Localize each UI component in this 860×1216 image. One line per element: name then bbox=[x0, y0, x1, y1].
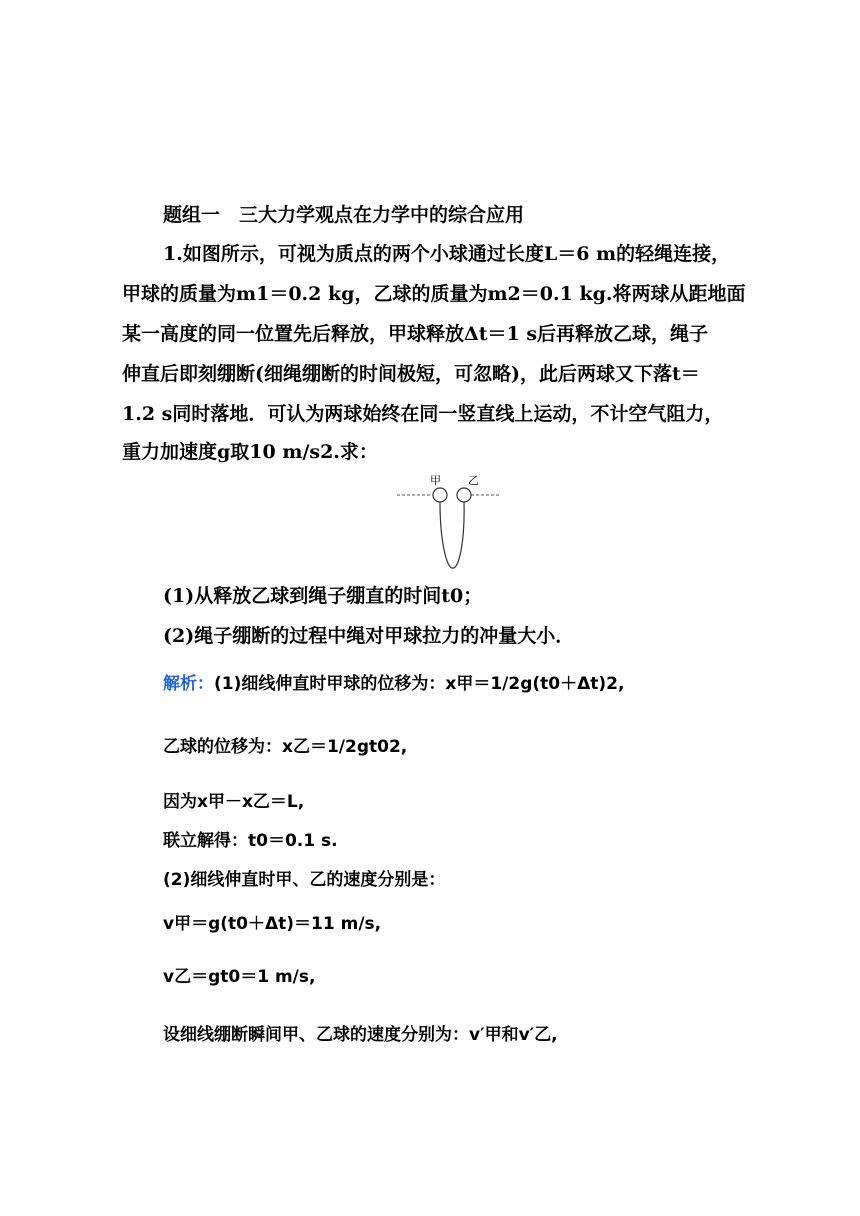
problem-line-5: 1.2 s同时落地．可认为两球始终在同一竖直线上运动，不计空气阻力， bbox=[122, 403, 724, 425]
section-heading: 题组一 三大力学观点在力学中的综合应用 bbox=[163, 204, 525, 226]
solution-line-3: 因为x甲－x乙＝L, bbox=[163, 792, 305, 812]
problem-line-4: 伸直后即刻绷断(细绳绷断的时间极短，可忽略)，此后两球又下落t＝ bbox=[122, 363, 700, 385]
solution-step-1-eq: x甲＝1/2g(t0＋Δt)2, bbox=[445, 674, 625, 694]
solution-line-5: (2)细线伸直时甲、乙的速度分别是： bbox=[163, 870, 446, 890]
solution-line-2 bbox=[163, 735, 407, 759]
solution-line-6: v甲＝g(t0＋Δt)＝11 m/s, bbox=[163, 914, 382, 934]
solution-line-1 bbox=[163, 672, 624, 696]
problem-line-6: 重力加速度g取10 m/s2.求： bbox=[122, 441, 378, 463]
question-2: (2)绳子绷断的过程中绳对甲球拉力的冲量大小． bbox=[163, 625, 575, 647]
label-jia: 甲 bbox=[430, 474, 441, 487]
two-balls-figure bbox=[395, 472, 505, 572]
label-yi: 乙 bbox=[468, 474, 479, 487]
solution-line-7: v乙＝gt0＝1 m/s, bbox=[163, 967, 316, 987]
problem-line-3: 某一高度的同一位置先后释放，甲球释放Δt＝1 s后再释放乙球，绳子 bbox=[122, 323, 709, 345]
solution-line-8: 设细线绷断瞬间甲、乙球的速度分别为：v′甲和v′乙, bbox=[163, 1025, 558, 1045]
ball-a bbox=[433, 488, 447, 502]
problem-line-1: 1.如图所示，可视为质点的两个小球通过长度L＝6 m的轻绳连接， bbox=[163, 243, 731, 265]
rope bbox=[440, 502, 464, 568]
solution-step-1-text: (1)细线伸直时甲球的位移为： bbox=[214, 674, 446, 694]
solution-label: 解析： bbox=[163, 674, 214, 694]
ball-b bbox=[457, 488, 471, 502]
problem-line-2: 甲球的质量为m1＝0.2 kg，乙球的质量为m2＝0.1 kg.将两球从距地面 bbox=[122, 283, 746, 305]
solution-line-4: 联立解得：t0＝0.1 s. bbox=[163, 831, 338, 851]
question-1: (1)从释放乙球到绳子绷直的时间t0； bbox=[163, 585, 483, 607]
solution-step-2-eq: x乙＝1/2gt02, bbox=[282, 737, 408, 757]
solution-step-2-text: 乙球的位移为： bbox=[163, 737, 282, 757]
